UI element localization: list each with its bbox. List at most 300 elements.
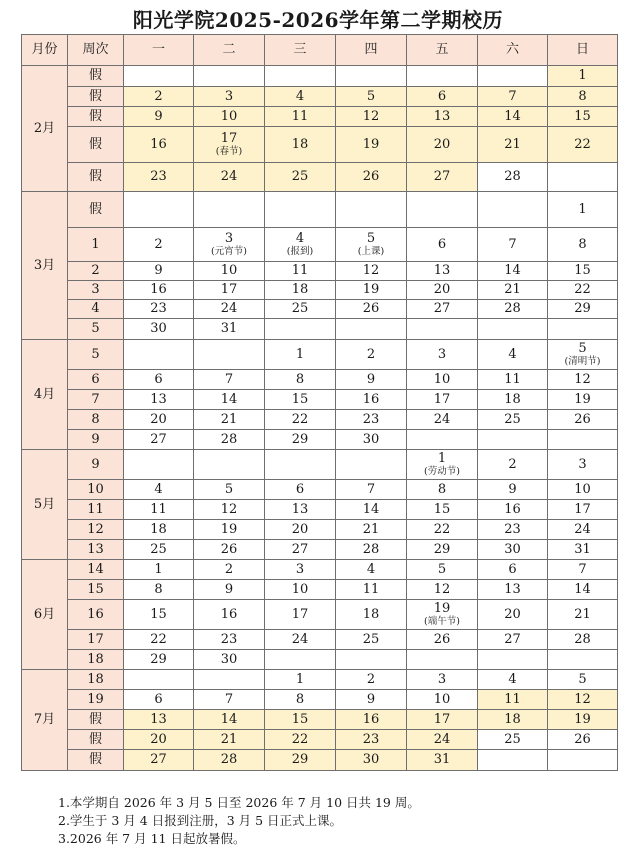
- day-number: 30: [362, 752, 380, 768]
- day-cell: [548, 370, 618, 390]
- day-cell: [407, 340, 478, 370]
- week-number: 假: [68, 87, 124, 107]
- day-number: 17: [291, 606, 309, 622]
- day-number: 22: [150, 631, 167, 647]
- day-cell: [336, 450, 407, 480]
- day-cell: [336, 228, 407, 262]
- day-number: 24: [433, 411, 451, 427]
- week-row: [22, 600, 618, 630]
- day-cell: [548, 500, 618, 520]
- day-cell: [548, 540, 618, 560]
- day-cell: [407, 480, 478, 500]
- week-row: [22, 580, 618, 600]
- day-number: 4: [508, 346, 517, 362]
- day-number: 14: [220, 391, 238, 407]
- day-cell: [194, 650, 265, 670]
- day-cell: [478, 750, 548, 771]
- day-cell: [407, 192, 478, 228]
- week-number: 假: [68, 107, 124, 127]
- day-number: 24: [291, 631, 309, 647]
- day-cell: [265, 87, 336, 107]
- day-number: 26: [362, 301, 380, 317]
- day-number: 7: [224, 371, 234, 387]
- day-cell: [478, 600, 548, 630]
- day-number: 8: [437, 481, 447, 497]
- day-cell: [124, 192, 194, 228]
- day-number: 13: [433, 108, 451, 124]
- day-number: 16: [504, 501, 521, 517]
- day-cell: [478, 107, 548, 127]
- day-cell: [265, 580, 336, 600]
- week-row: [22, 480, 618, 500]
- day-cell: [407, 650, 478, 670]
- day-number: 5: [224, 481, 234, 497]
- day-cell: [336, 300, 407, 319]
- day-number: 3: [224, 231, 234, 247]
- day-number: 3: [224, 88, 234, 104]
- week-row: [22, 66, 618, 87]
- day-cell: [124, 560, 194, 580]
- day-cell: [336, 520, 407, 540]
- day-cell: [407, 670, 478, 690]
- day-cell: [407, 66, 478, 87]
- day-number: 26: [220, 541, 238, 557]
- month-label: 6月: [22, 560, 68, 670]
- day-number: 4: [295, 88, 305, 104]
- day-annotation: (清明节): [564, 355, 601, 367]
- day-number: 3: [437, 346, 447, 362]
- day-cell: [124, 390, 194, 410]
- day-cell: [194, 750, 265, 771]
- day-cell: [548, 228, 618, 262]
- day-number: 11: [504, 371, 521, 387]
- day-number: 9: [508, 481, 517, 497]
- day-number: 18: [504, 711, 521, 727]
- week-number: 19: [68, 690, 124, 710]
- day-cell: [548, 600, 618, 630]
- day-number: 12: [433, 581, 451, 597]
- day-number: 10: [220, 108, 238, 124]
- day-cell: [124, 690, 194, 710]
- header-week: 周次: [68, 35, 124, 66]
- day-cell: [124, 670, 194, 690]
- day-cell: [336, 600, 407, 630]
- week-row: [22, 710, 618, 730]
- day-cell: [265, 370, 336, 390]
- day-number: 17: [433, 391, 451, 407]
- day-cell: [265, 127, 336, 163]
- day-cell: [336, 192, 407, 228]
- day-cell: [194, 480, 265, 500]
- day-number: 28: [504, 169, 521, 185]
- day-cell: [548, 750, 618, 771]
- day-cell: [407, 520, 478, 540]
- day-cell: [407, 430, 478, 450]
- header-tue: 二: [194, 35, 265, 66]
- week-row: [22, 319, 618, 340]
- day-number: 22: [291, 411, 309, 427]
- day-cell: [265, 560, 336, 580]
- day-cell: [407, 127, 478, 163]
- day-number: 8: [578, 88, 587, 104]
- day-cell: [336, 750, 407, 771]
- day-cell: [194, 450, 265, 480]
- day-number: 15: [574, 108, 591, 124]
- day-cell: [478, 319, 548, 340]
- week-row: [22, 410, 618, 430]
- day-number: 12: [574, 691, 591, 707]
- day-number: 14: [362, 501, 380, 517]
- day-number: 15: [433, 501, 451, 517]
- note-line: 2.学生于 3 月 4 日报到注册，3 月 5 日正式上课。: [58, 813, 343, 828]
- day-number: 17: [433, 711, 451, 727]
- header-thu: 四: [336, 35, 407, 66]
- day-cell: [124, 87, 194, 107]
- day-annotation: (端午节): [424, 615, 460, 627]
- week-number: 假: [68, 730, 124, 750]
- week-number: 16: [68, 600, 124, 630]
- day-number: 16: [220, 606, 238, 622]
- day-cell: [407, 540, 478, 560]
- day-number: 28: [574, 631, 591, 647]
- day-number: 28: [220, 431, 238, 447]
- day-cell: [478, 650, 548, 670]
- day-number: 29: [574, 301, 591, 317]
- day-cell: [194, 580, 265, 600]
- day-number: 2: [154, 236, 163, 252]
- day-cell: [194, 560, 265, 580]
- day-number: 19: [220, 521, 238, 537]
- week-row: [22, 127, 618, 163]
- day-cell: [336, 710, 407, 730]
- day-number: 25: [150, 541, 167, 557]
- day-cell: [478, 580, 548, 600]
- day-number: 10: [433, 371, 451, 387]
- day-cell: [407, 710, 478, 730]
- day-number: 17: [220, 131, 238, 147]
- day-cell: [336, 730, 407, 750]
- day-cell: [407, 690, 478, 710]
- day-number: 11: [504, 691, 521, 707]
- day-cell: [194, 390, 265, 410]
- day-number: 24: [433, 731, 451, 747]
- week-number: 18: [68, 650, 124, 670]
- week-number: 2: [68, 262, 124, 281]
- day-cell: [407, 228, 478, 262]
- week-row: [22, 670, 618, 690]
- day-cell: [265, 66, 336, 87]
- week-number: 12: [68, 520, 124, 540]
- day-cell: [478, 87, 548, 107]
- day-number: 2: [154, 88, 163, 104]
- day-number: 4: [508, 671, 517, 687]
- day-number: 21: [574, 606, 591, 622]
- day-number: 23: [150, 169, 167, 185]
- week-row: [22, 650, 618, 670]
- day-number: 2: [366, 671, 376, 687]
- day-cell: [548, 690, 618, 710]
- day-number: 1: [578, 201, 587, 217]
- day-cell: [407, 319, 478, 340]
- day-number: 9: [224, 581, 234, 597]
- day-number: 1: [437, 451, 447, 467]
- day-number: 20: [291, 521, 309, 537]
- day-cell: [194, 370, 265, 390]
- day-number: 20: [433, 136, 451, 152]
- week-row: [22, 87, 618, 107]
- day-number: 12: [220, 501, 238, 517]
- day-cell: [336, 430, 407, 450]
- day-number: 10: [433, 691, 451, 707]
- day-cell: [478, 127, 548, 163]
- day-number: 5: [578, 671, 587, 687]
- day-cell: [336, 66, 407, 87]
- day-number: 7: [508, 88, 517, 104]
- day-number: 6: [295, 481, 305, 497]
- day-number: 23: [362, 411, 380, 427]
- day-number: 3: [578, 456, 587, 472]
- day-cell: [265, 600, 336, 630]
- day-number: 8: [295, 371, 305, 387]
- day-cell: [478, 730, 548, 750]
- day-number: 9: [154, 108, 163, 124]
- week-row: [22, 520, 618, 540]
- header-fri: 五: [407, 35, 478, 66]
- day-cell: [336, 670, 407, 690]
- day-cell: [265, 690, 336, 710]
- day-number: 19: [574, 711, 591, 727]
- day-cell: [548, 630, 618, 650]
- day-number: 21: [362, 521, 380, 537]
- day-cell: [194, 262, 265, 281]
- week-number: 假: [68, 66, 124, 87]
- day-cell: [336, 340, 407, 370]
- day-cell: [336, 107, 407, 127]
- day-cell: [407, 560, 478, 580]
- calendar-table: [21, 34, 618, 771]
- day-cell: [194, 670, 265, 690]
- day-cell: [194, 319, 265, 340]
- day-number: 3: [437, 671, 447, 687]
- day-cell: [265, 750, 336, 771]
- day-number: 15: [291, 711, 309, 727]
- day-number: 7: [578, 561, 587, 577]
- day-cell: [407, 450, 478, 480]
- day-number: 21: [220, 731, 238, 747]
- day-cell: [336, 580, 407, 600]
- day-cell: [124, 450, 194, 480]
- day-cell: [194, 690, 265, 710]
- week-row: [22, 500, 618, 520]
- day-number: 20: [150, 731, 167, 747]
- day-cell: [194, 500, 265, 520]
- day-number: 16: [150, 136, 167, 152]
- week-number: 14: [68, 560, 124, 580]
- day-cell: [407, 410, 478, 430]
- day-cell: [478, 560, 548, 580]
- day-number: 9: [366, 691, 376, 707]
- day-cell: [194, 340, 265, 370]
- day-cell: [124, 228, 194, 262]
- day-number: 13: [433, 263, 451, 279]
- day-cell: [265, 300, 336, 319]
- day-cell: [194, 300, 265, 319]
- week-row: [22, 370, 618, 390]
- week-number: 6: [68, 370, 124, 390]
- week-number: 11: [68, 500, 124, 520]
- day-cell: [407, 281, 478, 300]
- day-cell: [478, 163, 548, 192]
- day-number: 28: [362, 541, 380, 557]
- week-row: [22, 540, 618, 560]
- day-number: 16: [362, 711, 380, 727]
- day-cell: [548, 127, 618, 163]
- note-line: 3.2026 年 7 月 11 日起放暑假。: [58, 831, 246, 846]
- day-cell: [336, 87, 407, 107]
- day-number: 10: [220, 263, 238, 279]
- day-cell: [548, 262, 618, 281]
- day-annotation: (劳动节): [424, 465, 460, 477]
- week-number: 假: [68, 192, 124, 228]
- day-number: 6: [154, 371, 163, 387]
- month-label: 3月: [22, 192, 68, 340]
- day-cell: [478, 670, 548, 690]
- day-number: 19: [362, 136, 380, 152]
- day-number: 21: [220, 411, 238, 427]
- day-cell: [124, 600, 194, 630]
- month-label: 5月: [22, 450, 68, 560]
- day-number: 29: [291, 752, 309, 768]
- day-cell: [407, 390, 478, 410]
- day-number: 25: [362, 631, 380, 647]
- day-cell: [548, 670, 618, 690]
- day-cell: [478, 281, 548, 300]
- week-number: 4: [68, 300, 124, 319]
- week-row: [22, 690, 618, 710]
- day-number: 17: [574, 501, 591, 517]
- day-number: 11: [291, 263, 309, 279]
- day-cell: [548, 87, 618, 107]
- day-cell: [548, 107, 618, 127]
- day-cell: [478, 630, 548, 650]
- header-sat: 六: [478, 35, 548, 66]
- day-cell: [478, 66, 548, 87]
- day-cell: [548, 580, 618, 600]
- day-number: 25: [291, 301, 309, 317]
- day-cell: [548, 430, 618, 450]
- day-number: 25: [291, 169, 309, 185]
- day-cell: [124, 480, 194, 500]
- day-number: 4: [366, 561, 376, 577]
- day-cell: [478, 410, 548, 430]
- day-number: 25: [504, 731, 521, 747]
- day-cell: [478, 192, 548, 228]
- week-row: [22, 390, 618, 410]
- day-number: 27: [150, 752, 167, 768]
- day-number: 30: [504, 541, 521, 557]
- day-number: 27: [504, 631, 521, 647]
- day-cell: [407, 370, 478, 390]
- day-cell: [548, 560, 618, 580]
- day-number: 21: [504, 136, 521, 152]
- day-cell: [478, 450, 548, 480]
- day-cell: [407, 630, 478, 650]
- day-number: 23: [150, 301, 167, 317]
- day-number: 27: [291, 541, 309, 557]
- week-number: 13: [68, 540, 124, 560]
- day-number: 20: [504, 606, 521, 622]
- day-number: 19: [362, 282, 380, 298]
- day-cell: [548, 281, 618, 300]
- day-cell: [194, 540, 265, 560]
- day-cell: [548, 340, 618, 370]
- day-cell: [194, 630, 265, 650]
- day-cell: [124, 410, 194, 430]
- day-number: 1: [295, 671, 305, 687]
- day-number: 2: [366, 346, 376, 362]
- day-number: 12: [574, 371, 591, 387]
- day-number: 22: [574, 136, 591, 152]
- day-cell: [336, 370, 407, 390]
- day-cell: [336, 500, 407, 520]
- day-cell: [407, 107, 478, 127]
- day-number: 28: [220, 752, 238, 768]
- day-number: 9: [154, 263, 163, 279]
- day-cell: [336, 560, 407, 580]
- day-number: 13: [291, 501, 309, 517]
- day-number: 27: [433, 169, 451, 185]
- day-cell: [124, 750, 194, 771]
- day-number: 11: [291, 108, 309, 124]
- day-number: 6: [508, 561, 517, 577]
- week-number: 3: [68, 281, 124, 300]
- day-number: 21: [504, 282, 521, 298]
- day-number: 23: [220, 631, 238, 647]
- day-cell: [194, 430, 265, 450]
- week-row: [22, 340, 618, 370]
- day-cell: [124, 370, 194, 390]
- day-cell: [124, 630, 194, 650]
- day-cell: [194, 710, 265, 730]
- day-cell: [407, 750, 478, 771]
- day-number: 4: [295, 231, 305, 247]
- day-number: 14: [220, 711, 238, 727]
- day-cell: [548, 66, 618, 87]
- day-cell: [265, 710, 336, 730]
- day-number: 23: [362, 731, 380, 747]
- day-cell: [407, 163, 478, 192]
- day-cell: [265, 262, 336, 281]
- day-number: 18: [362, 606, 380, 622]
- day-number: 6: [437, 88, 447, 104]
- day-cell: [124, 650, 194, 670]
- day-cell: [336, 163, 407, 192]
- day-cell: [124, 300, 194, 319]
- month-label: 2月: [22, 66, 68, 192]
- note-line: 1.本学期自 2026 年 3 月 5 日至 2026 年 7 月 10 日共 19 周。: [58, 795, 420, 810]
- page-title: 阳光学院2025-2026学年第二学期校历: [132, 8, 504, 32]
- day-number: 15: [291, 391, 309, 407]
- day-cell: [124, 730, 194, 750]
- day-cell: [478, 710, 548, 730]
- header-month: 月份: [22, 35, 68, 66]
- day-number: 31: [433, 752, 451, 768]
- day-cell: [336, 127, 407, 163]
- day-number: 8: [154, 581, 163, 597]
- day-cell: [265, 430, 336, 450]
- week-row: [22, 430, 618, 450]
- day-number: 11: [150, 501, 167, 517]
